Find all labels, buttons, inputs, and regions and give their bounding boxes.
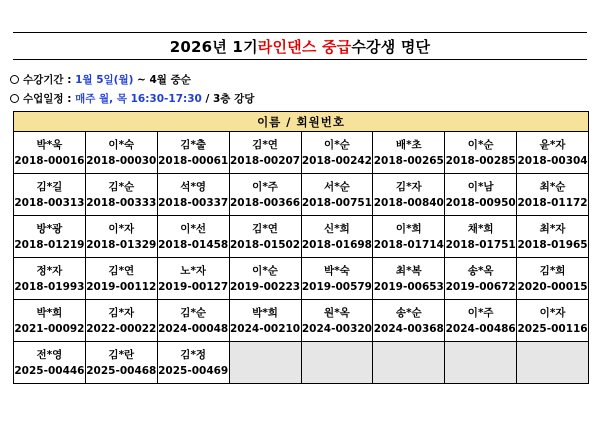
schedule-suffix: / 3층 강당: [201, 93, 255, 105]
member-name: 김*정: [180, 348, 207, 361]
period-suffix: ~ 4월 중순: [133, 74, 191, 86]
member-name: 이*희: [395, 222, 422, 235]
member-cell: [85, 174, 157, 216]
member-number: 2019-00579: [301, 280, 372, 293]
member-name: 석*영: [180, 180, 207, 193]
period-label: 수강기간 :: [23, 74, 76, 86]
member-number: 2020-00015: [517, 280, 588, 293]
member-name: 김*길: [36, 180, 63, 193]
member-name: 이*자: [539, 306, 566, 319]
member-number: 2021-00092: [14, 322, 85, 335]
member-cell: [373, 216, 445, 258]
member-cell: [445, 174, 517, 216]
member-name: 이*순: [252, 264, 278, 277]
member-name: 원*옥: [324, 306, 350, 319]
member-cell: [14, 216, 86, 258]
member-cell: [14, 132, 86, 174]
member-cell: [157, 174, 229, 216]
member-name: 채*희: [467, 222, 494, 235]
member-number: 2019-00672: [445, 280, 516, 293]
member-name: 이*선: [180, 222, 207, 235]
member-number: 2019-00653: [373, 280, 444, 293]
member-number: 2018-00285: [445, 154, 516, 167]
member-cell: [157, 258, 229, 300]
roster-body: [14, 132, 589, 384]
member-name: 김*연: [252, 222, 278, 235]
roster-header: 이름 / 회원번호: [14, 112, 589, 132]
member-number: 2025-00116: [517, 322, 588, 335]
roster-table: [13, 111, 589, 384]
member-number: 2018-01219: [14, 238, 85, 251]
member-number: 2018-01714: [373, 238, 444, 251]
member-number: 2018-01751: [445, 238, 516, 251]
table-row: [14, 174, 589, 216]
member-number: 2018-00265: [373, 154, 444, 167]
member-cell: [229, 174, 301, 216]
empty-cell: [301, 342, 373, 384]
member-cell: [373, 300, 445, 342]
member-number: 2022-00022: [86, 322, 157, 335]
member-cell: [14, 174, 86, 216]
member-number: 2018-00061: [158, 154, 229, 167]
member-number: 2018-01172: [517, 196, 588, 209]
member-number: 2018-00313: [14, 196, 85, 209]
member-name: 이*숙: [108, 138, 135, 151]
member-cell: [301, 132, 373, 174]
member-cell: [85, 342, 157, 384]
member-cell: [14, 258, 86, 300]
member-number: 2018-01329: [86, 238, 157, 251]
page-title: [13, 32, 587, 60]
member-cell: [14, 342, 86, 384]
member-name: 김*연: [108, 264, 135, 277]
member-cell: [157, 132, 229, 174]
member-number: 2024-00368: [373, 322, 444, 335]
member-name: 박*숙: [324, 264, 350, 277]
member-number: 2024-00048: [158, 322, 229, 335]
member-name: 송*옥: [467, 264, 494, 277]
member-name: 김*연: [252, 138, 278, 151]
member-number: 2018-00840: [373, 196, 444, 209]
member-cell: [85, 132, 157, 174]
member-cell: [229, 216, 301, 258]
empty-cell: [373, 342, 445, 384]
member-number: 2019-00223: [230, 280, 301, 293]
member-number: 2018-00304: [517, 154, 588, 167]
member-number: 2018-01993: [14, 280, 85, 293]
member-number: 2024-00486: [445, 322, 516, 335]
member-name: 박*희: [252, 306, 278, 319]
member-name: 이*순: [324, 138, 350, 151]
member-number: 2018-00016: [14, 154, 85, 167]
member-number: 2018-00751: [301, 196, 372, 209]
member-cell: [373, 132, 445, 174]
member-cell: [517, 174, 589, 216]
member-name: 방*광: [36, 222, 63, 235]
empty-cell: [445, 342, 517, 384]
member-name: 윤*자: [539, 138, 566, 151]
member-cell: [229, 132, 301, 174]
member-name: 이*주: [252, 180, 278, 193]
period-value: 1월 5일(월): [75, 74, 134, 86]
member-cell: [445, 300, 517, 342]
member-cell: [85, 258, 157, 300]
table-row: [14, 342, 589, 384]
member-cell: [517, 132, 589, 174]
member-cell: [301, 300, 373, 342]
member-number: 2018-00950: [445, 196, 516, 209]
member-cell: [229, 300, 301, 342]
member-number: 2025-00446: [14, 364, 85, 377]
member-name: 송*순: [395, 306, 422, 319]
member-cell: [157, 300, 229, 342]
class-schedule-line: [10, 91, 254, 106]
table-row: [14, 216, 589, 258]
empty-cell: [517, 342, 589, 384]
member-number: 2018-00030: [86, 154, 157, 167]
circle-bullet-icon: [10, 94, 19, 103]
member-name: 최*순: [539, 180, 566, 193]
member-name: 이*주: [467, 306, 494, 319]
table-row: [14, 132, 589, 174]
title-term: 2026년 1기: [169, 37, 258, 56]
member-cell: [517, 216, 589, 258]
member-name: 정*자: [36, 264, 63, 277]
member-cell: [85, 216, 157, 258]
member-name: 김*출: [180, 138, 207, 151]
empty-cell: [229, 342, 301, 384]
course-period-line: [10, 72, 191, 87]
member-name: 전*영: [36, 348, 63, 361]
member-cell: [85, 300, 157, 342]
member-cell: [517, 258, 589, 300]
schedule-label: 수업일정 :: [23, 93, 76, 105]
title-course: 라인댄스 중급: [257, 37, 352, 56]
member-name: 김*순: [180, 306, 207, 319]
member-name: 박*희: [36, 306, 63, 319]
member-number: 2024-00320: [301, 322, 372, 335]
member-cell: [14, 300, 86, 342]
member-number: 2019-00127: [158, 280, 229, 293]
member-name: 김*순: [108, 180, 135, 193]
member-number: 2019-00112: [86, 280, 157, 293]
member-number: 2018-00333: [86, 196, 157, 209]
member-cell: [157, 342, 229, 384]
member-number: 2018-01965: [517, 238, 588, 251]
member-name: 이*자: [108, 222, 135, 235]
member-name: 배*초: [395, 138, 422, 151]
member-cell: [301, 258, 373, 300]
member-cell: [373, 174, 445, 216]
member-number: 2025-00469: [158, 364, 229, 377]
table-row: [14, 258, 589, 300]
member-name: 신*희: [324, 222, 350, 235]
member-number: 2025-00468: [86, 364, 157, 377]
member-cell: [301, 174, 373, 216]
member-name: 최*복: [395, 264, 422, 277]
member-number: 2018-01698: [301, 238, 372, 251]
member-name: 노*자: [180, 264, 207, 277]
circle-bullet-icon: [10, 75, 19, 84]
member-name: 이*순: [467, 138, 494, 151]
member-cell: [229, 258, 301, 300]
member-cell: [445, 216, 517, 258]
schedule-value: 매주 월, 목 16:30-17:30: [75, 93, 202, 105]
member-number: 2018-00366: [230, 196, 301, 209]
member-name: 김*자: [395, 180, 422, 193]
member-name: 박*욱: [36, 138, 63, 151]
member-cell: [157, 216, 229, 258]
table-row: [14, 300, 589, 342]
member-number: 2018-01458: [158, 238, 229, 251]
member-name: 김*란: [108, 348, 135, 361]
title-suffix: 수강생 명단: [351, 37, 431, 56]
member-number: 2018-00242: [301, 154, 372, 167]
member-number: 2018-00337: [158, 196, 229, 209]
member-name: 김*희: [539, 264, 566, 277]
member-number: 2018-00207: [230, 154, 301, 167]
member-name: 최*자: [539, 222, 566, 235]
member-name: 이*남: [467, 180, 494, 193]
member-cell: [445, 132, 517, 174]
member-number: 2018-01502: [230, 238, 301, 251]
member-cell: [373, 258, 445, 300]
member-cell: [445, 258, 517, 300]
member-number: 2024-00210: [230, 322, 301, 335]
member-name: 서*순: [324, 180, 350, 193]
member-cell: [517, 300, 589, 342]
member-name: 김*자: [108, 306, 135, 319]
member-cell: [301, 216, 373, 258]
